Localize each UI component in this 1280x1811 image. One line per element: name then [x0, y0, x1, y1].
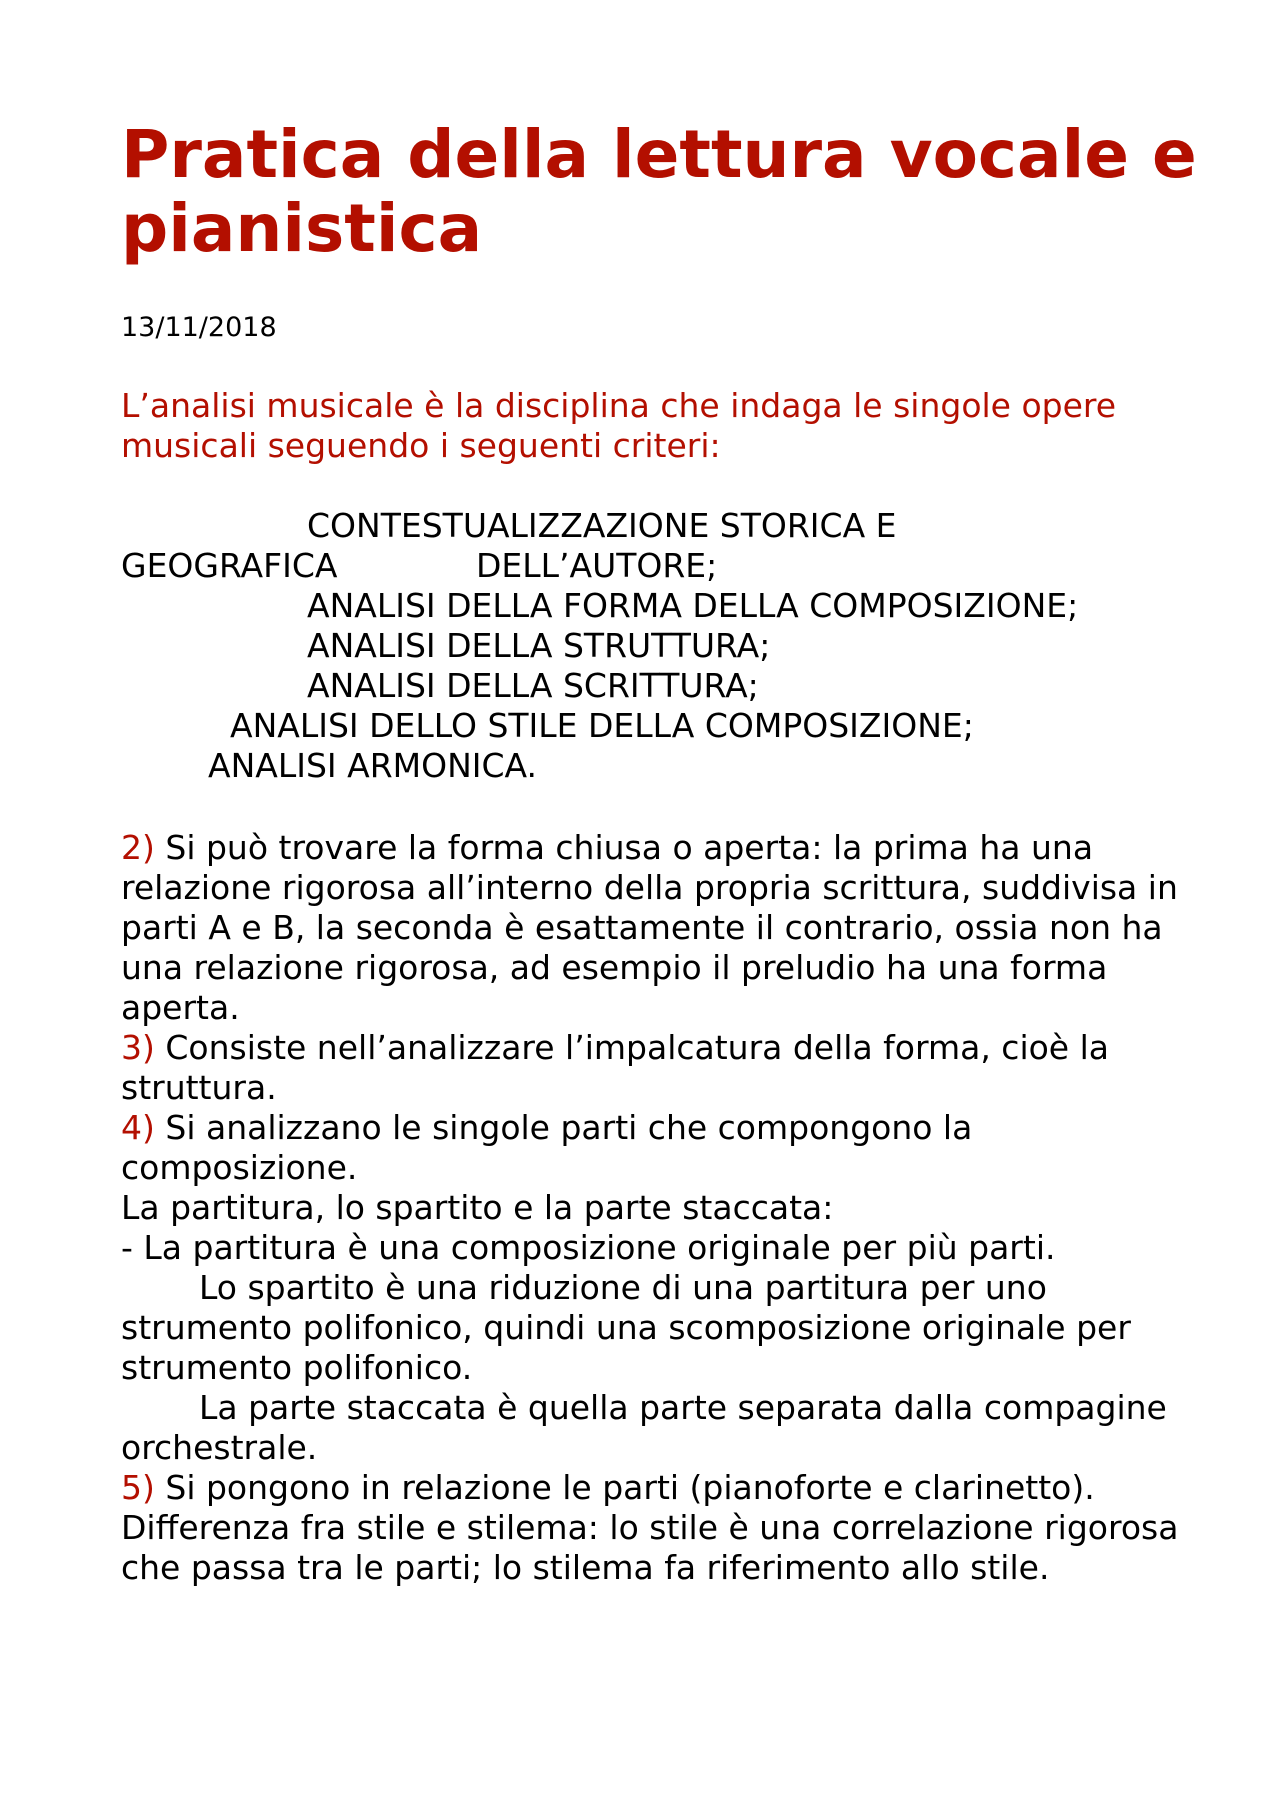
criteria-item: CONTESTUALIZZAZIONE STORICA E — [307, 506, 897, 545]
criteria-item: ANALISI DELLA STRUTTURA; — [307, 626, 771, 665]
criteria-item: DELL’AUTORE; — [476, 546, 718, 585]
section-number: 5) — [121, 1468, 155, 1507]
criteria-item: ANALISI ARMONICA. — [208, 746, 538, 785]
spartito-item — [121, 1268, 1181, 1388]
spartito-text: Lo spartito è una riduzione di una partitura per uno strumento polifonico, quindi una scomposizione originale per strumento polifonico. — [121, 1268, 1131, 1387]
section-number: 3) — [121, 1028, 155, 1067]
section-5 — [121, 1468, 1181, 1508]
stile-paragraph: Differenza fra stile e stilema: lo stile è una correlazione rigorosa che passa tra le parti; lo stilema fa riferimento allo stile. — [121, 1508, 1179, 1587]
criteria-item: GEOGRAFICA — [121, 546, 338, 585]
intro-paragraph: L’analisi musicale è la disciplina che indaga le singole opere musicali seguendo i seguenti criteri: — [121, 386, 1117, 465]
section-3 — [121, 1028, 1181, 1108]
section-text: Si pongono in relazione le parti (pianoforte e clarinetto). — [165, 1468, 1095, 1507]
section-4 — [121, 1108, 1181, 1188]
section-number: 4) — [121, 1108, 155, 1147]
section-number: 2) — [121, 828, 155, 867]
section-text: Consiste nell’analizzare l’impalcatura della forma, cioè la struttura. — [121, 1028, 1109, 1107]
staccata-text: La parte staccata è quella parte separata dalla compagine orchestrale. — [121, 1388, 1167, 1467]
staccata-item — [121, 1388, 1181, 1468]
criteria-item: ANALISI DELLA SCRITTURA; — [307, 666, 759, 705]
body-text — [121, 828, 1181, 1588]
criteria-item: ANALISI DELLO STILE DELLA COMPOSIZIONE; — [230, 706, 974, 745]
section-text: Si può trovare la forma chiusa o aperta: la prima ha una relazione rigorosa all’interno della propria scrittura, suddivisa in parti A e B, la seconda è esattamente il contrario, ossia non ha una relazione rigorosa, ad esempio il preludio ha una forma aperta. — [121, 828, 1178, 1027]
section-2 — [121, 828, 1181, 1028]
partitura-heading: La partitura, lo spartito e la parte staccata: — [121, 1188, 834, 1227]
document-date: 13/11/2018 — [121, 312, 277, 343]
partitura-item: - La partitura è una composizione originale per più parti. — [121, 1228, 1056, 1267]
page-title: Pratica della lettura vocale e pianistica — [121, 116, 1197, 267]
criteria-item: ANALISI DELLA FORMA DELLA COMPOSIZIONE; — [307, 586, 1079, 625]
section-text: Si analizzano le singole parti che compongono la composizione. — [121, 1108, 973, 1187]
